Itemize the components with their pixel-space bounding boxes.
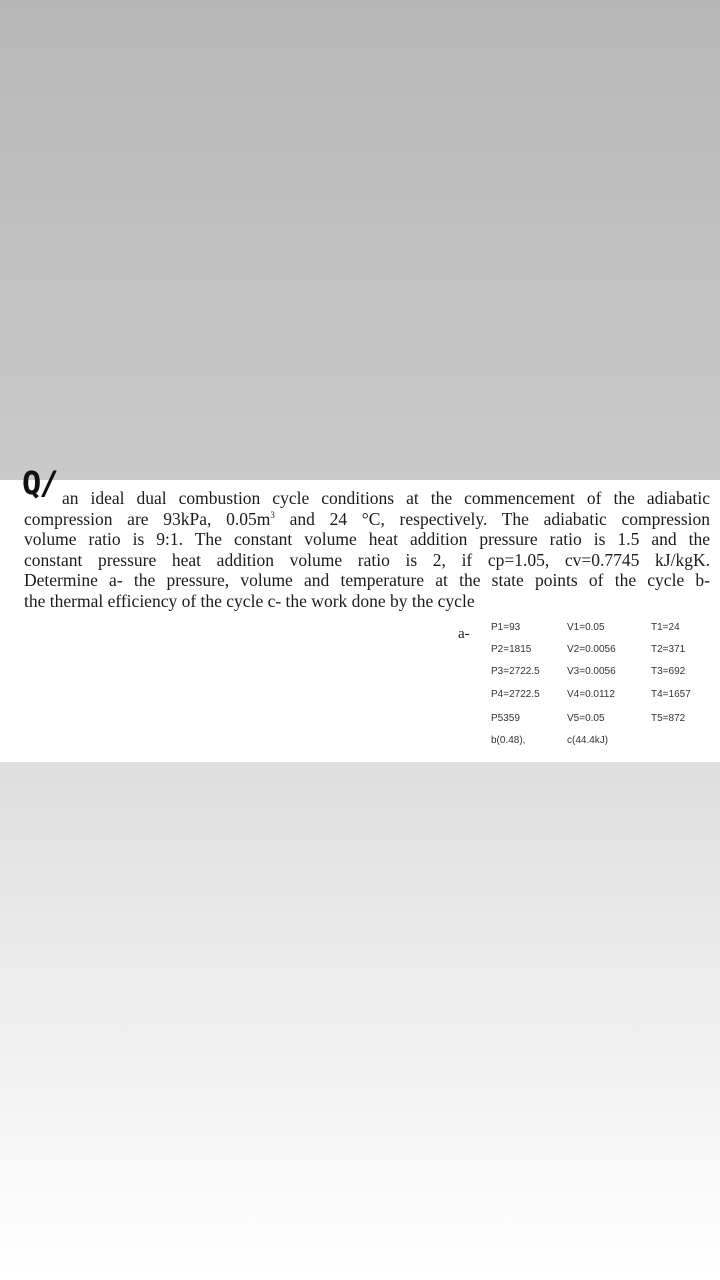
question-line-6: the thermal efficiency of the cycle c- the work done by the cycle [24,590,475,611]
answer-p4: P4=2722.5 [491,689,540,700]
answer-p5: P5359 [491,713,520,724]
question-line-1: an ideal dual combustion cycle conditions at the commencement of the adiabatic [62,488,710,508]
answer-t4: T4=1657 [651,689,691,700]
answer-part-a-prefix: a- [458,626,470,642]
answer-b-efficiency: b(0.48), [491,735,526,746]
answer-t3: T3=692 [651,666,686,677]
question-line-5: Determine a- the pressure, volume and temperature at the state points of the cycle b- [24,570,710,590]
answer-t1: T1=24 [651,622,680,633]
question-line-2-start: compression are 93kPa, 0.05m [24,508,271,529]
answer-p1: P1=93 [491,622,521,633]
answer-v3: V3=0.0056 [567,666,616,677]
question-line-2-end: and 24 °C, respectively. The adiabatic compression [289,508,710,529]
question-line-3: volume ratio is 9:1. The constant volume heat addition pressure ratio is 1.5 and the [24,529,710,549]
answer-t2: T2=371 [651,644,686,655]
question-line-2 [24,509,710,530]
answer-v2: V2=0.0056 [567,644,616,655]
answer-p2: P2=1815 [491,644,532,655]
answer-v4: V4=0.0112 [567,689,615,700]
answer-t5: T5=872 [651,713,686,724]
superscript-cubed: 3 [270,509,275,520]
answer-v5: V5=0.05 [567,713,605,724]
answer-c-work: c(44.4kJ) [567,735,609,746]
top-gray-band [0,0,720,480]
question-line-4: constant pressure heat addition volume ratio is 2, if cp=1.05, cv=0.7745 kJ/kgK. [24,549,710,570]
question-paragraph [24,488,710,611]
question-label: Q/ [22,464,57,502]
answer-p3: P3=2722.5 [491,666,540,677]
bottom-gray-band [0,762,720,1280]
answer-v1: V1=0.05 [567,622,605,633]
